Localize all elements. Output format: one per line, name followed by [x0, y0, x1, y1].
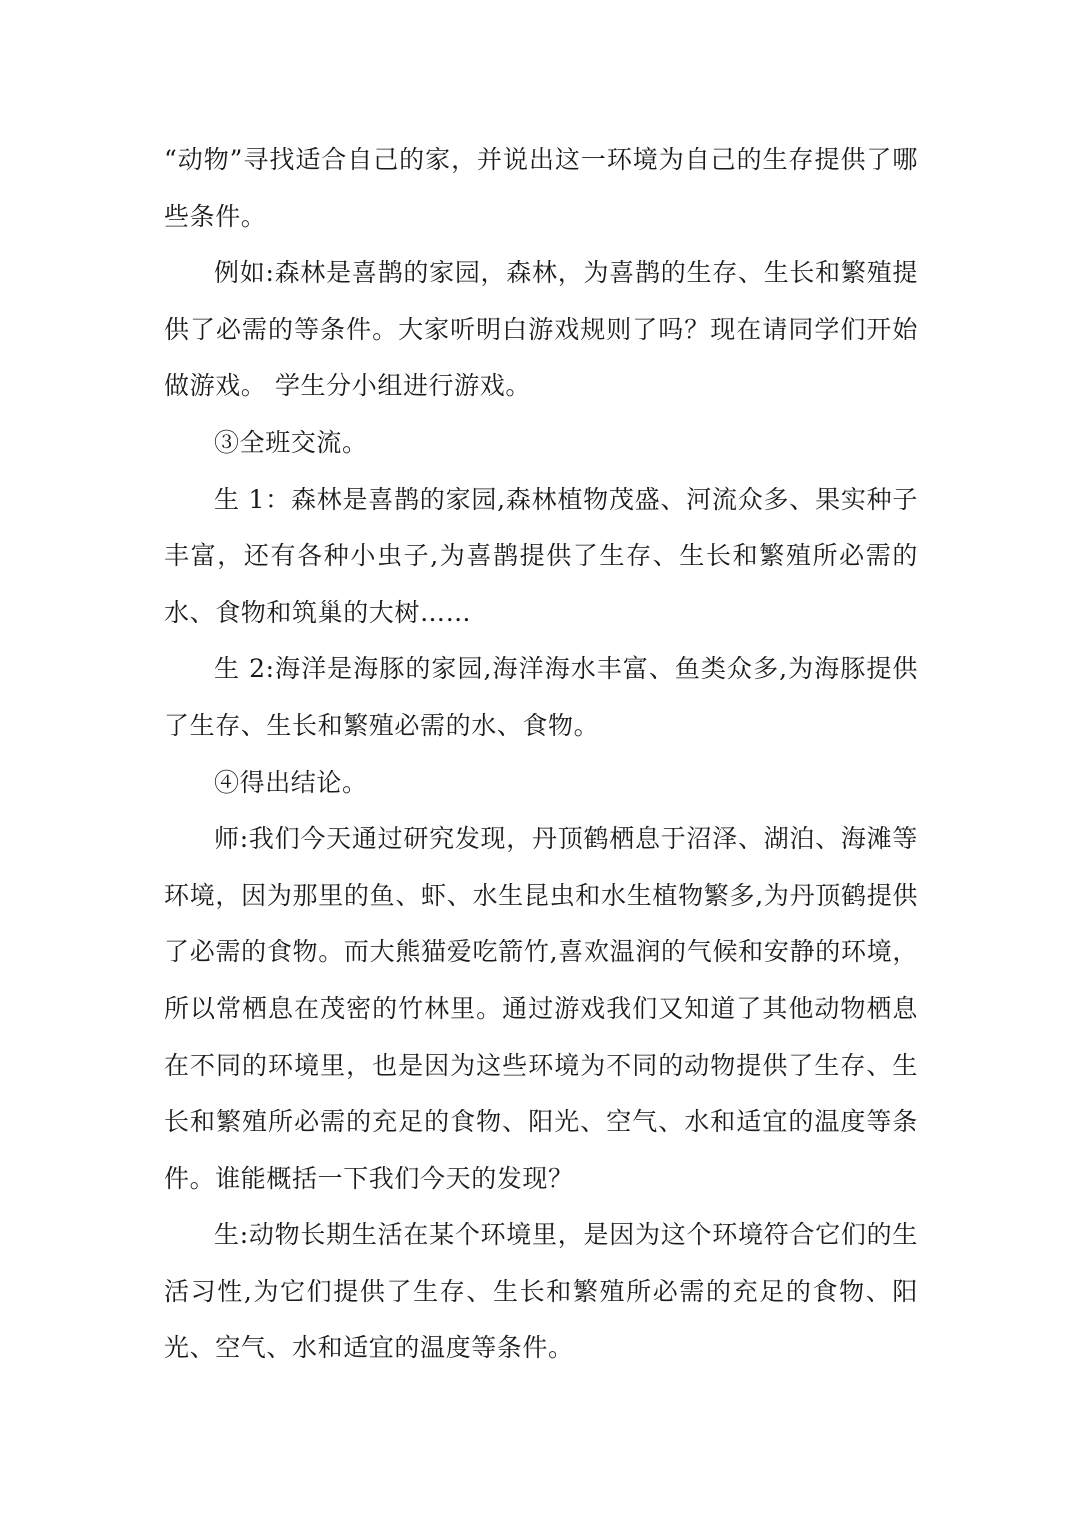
paragraph-student-1: 生 1：森林是喜鹊的家园,森林植物茂盛、河流众多、果实种子丰富，还有各种小虫子,为喜鹊提供了生存、生长和繁殖所必需的水、食物和筑巢的大树…… — [164, 484, 918, 627]
document-body — [164, 132, 918, 1377]
paragraph-example-magpie: 例如:森林是喜鹊的家园，森林，为喜鹊的生存、生长和繁殖提供了必需的等条件。大家听明白游戏规则了吗？现在请同学们开始做游戏。 学生分小组进行游戏。 — [164, 258, 918, 401]
paragraph-teacher-summary: 师:我们今天通过研究发现，丹顶鹤栖息于沼泽、湖泊、海滩等环境，因为那里的鱼、虾、水生昆虫和水生植物繁多,为丹顶鹤提供了必需的食物。而大熊猫爱吃箭竹,喜欢温润的气候和安静的环境，所以常栖息在茂密的竹林里。通过游戏我们又知道了其他动物栖息在不同的环境里，也是因为这些环境为不同的动物提供了生存、生长和繁殖所必需的充足的食物、阳光、空气、水和适宜的温度等条件。谁能概括一下我们今天的发现？ — [164, 824, 918, 1193]
paragraph-class-discussion: ③全班交流。 — [214, 427, 368, 457]
paragraph-student-summary: 生:动物长期生活在某个环境里，是因为这个环境符合它们的生活习性,为它们提供了生存、生长和繁殖所必需的充足的食物、阳光、空气、水和适宜的温度等条件。 — [164, 1220, 918, 1363]
paragraph-animal-home-task: “动物”寻找适合自己的家，并说出这一环境为自己的生存提供了哪些条件。 — [164, 145, 918, 231]
paragraph-student-2: 生 2:海洋是海豚的家园,海洋海水丰富、鱼类众多,为海豚提供了生存、生长和繁殖必需的水、食物。 — [164, 654, 918, 740]
paragraph-conclusion-heading: ④得出结论。 — [214, 767, 368, 797]
